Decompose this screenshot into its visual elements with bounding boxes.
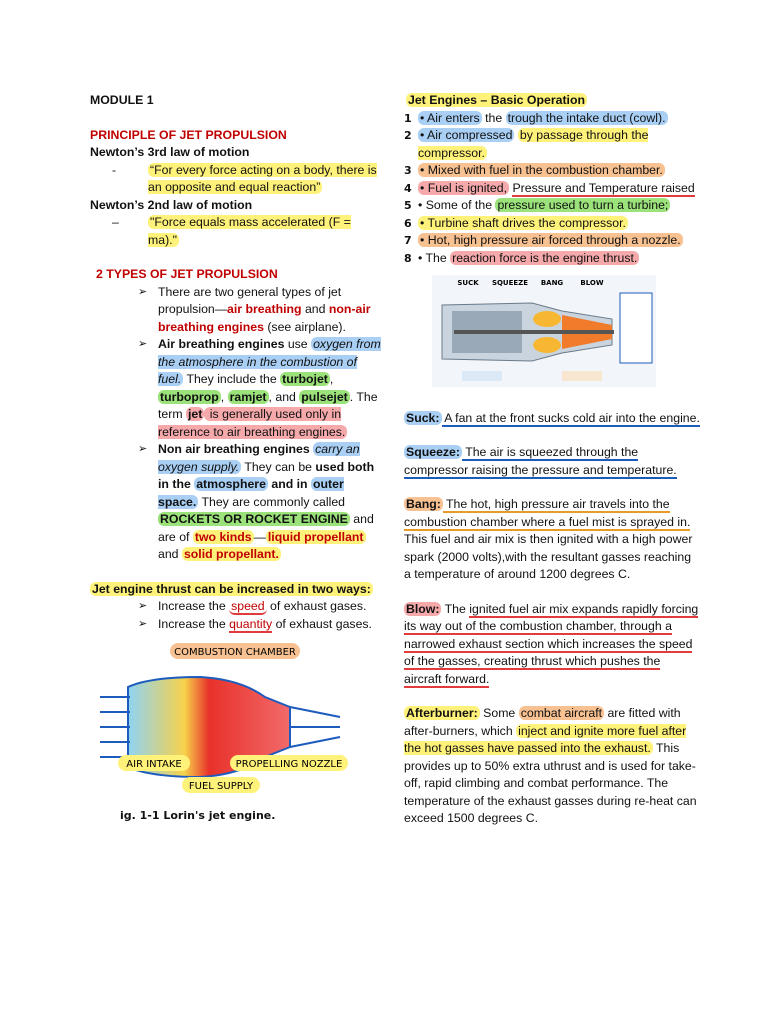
lorin-engine-diagram — [90, 637, 350, 807]
text: and — [301, 302, 329, 316]
text-bold: used both in the — [158, 459, 375, 491]
step-number: 5 — [404, 199, 412, 212]
text: Some — [479, 706, 519, 720]
dash-marker: – — [112, 215, 119, 229]
text: Increase the — [158, 616, 230, 631]
afterburner-label: Afterburner: — [406, 706, 478, 720]
diagram-label-blow: BLOW — [580, 279, 604, 287]
newton2-item — [90, 214, 382, 249]
bang-text: The hot, high pressure air travels into the combustion chamber where a fuel mist is sprayed in. — [404, 497, 691, 529]
bullet-text — [158, 336, 382, 441]
text-highlight: combat aircraft — [520, 706, 603, 720]
step-number: 8 — [404, 251, 412, 265]
arrow-bullet-icon: ➢ — [138, 285, 148, 298]
text-highlight: two kinds — [194, 529, 252, 544]
step-text: the — [481, 110, 506, 125]
step-number: 7 — [404, 234, 412, 247]
diagram-label-squeeze: SQUEEZE — [491, 279, 529, 287]
suck-text: A fan at the front sucks cold air into the engine. — [441, 410, 700, 425]
text: This provides up to 50% extra uthrust and is used for take-off, rapid climbing and combat performance. The temperature of the exhaust gasses during re-heat can exceed 1500 degrees C. — [404, 741, 697, 825]
step-text-hl2: Pressure and Temperature raised — [512, 180, 695, 195]
principle-title: PRINCIPLE OF JET PROPULSION — [90, 127, 287, 142]
newton3-title: Newton’s 3rd law of motion — [90, 145, 250, 159]
arrow-bullet-icon: ➢ — [138, 617, 148, 630]
squeeze-text: The air is squeezed through the compressor raising the pressure and temperature. — [404, 445, 677, 477]
step-text: • The — [418, 250, 451, 265]
figure-caption: ig. 1-1 Lorin's jet engine. — [120, 809, 276, 822]
text-red: air breathing — [227, 302, 302, 316]
step-number: 1 — [404, 111, 412, 125]
bullet-speed — [138, 598, 382, 616]
thrust-title: Jet engine thrust can be increased in two ways: — [92, 581, 371, 596]
diagram-label-bang: BANG — [540, 279, 564, 287]
step-text-hl: • Fuel is ignited, — [420, 180, 508, 195]
newton2-quote-text: "Force equals mass accelerated (F = ma)." — [148, 215, 351, 247]
step-text: • Some of the — [418, 198, 496, 212]
basic-operation-title: Jet Engines – Basic Operation — [408, 93, 585, 107]
afterburner-paragraph — [404, 705, 700, 828]
blow-text-underlined: ignited fuel air mix expands rapidly forcing its way out of the combustion chamber, through a narrowed exhaust section which increases the speed of the gasses, creating thrust which pushes the aircraft forward. — [404, 601, 699, 686]
step-8 — [404, 250, 700, 268]
bullet-text — [158, 616, 372, 634]
text: They can be — [241, 459, 316, 474]
blow-label: Blow: — [406, 601, 440, 616]
step-2 — [404, 127, 700, 162]
text: , — [329, 372, 334, 386]
fig-label-fuel: FUEL SUPPLY — [188, 781, 254, 792]
text: , — [220, 389, 228, 404]
text: are fitted with after-burners, which — [404, 706, 681, 738]
newton3-item — [90, 162, 382, 197]
step-1 — [404, 110, 700, 128]
arrow-bullet-icon: ➢ — [138, 338, 148, 350]
step-5 — [404, 197, 700, 215]
bang-paragraph-2: This fuel and air mix is then ignited with a high power spark (2000 volts),with the resultant gasses reaching a temperature of around 1200 degrees C. — [404, 532, 693, 581]
step-text-hl2: reaction force is the engine thrust. — [452, 250, 638, 265]
text-highlight: inject and ignite more fuel after the hot gasses have passed into the exhaust. — [404, 723, 687, 755]
text: of exhaust gases. — [272, 616, 372, 631]
text: use — [284, 337, 312, 351]
text: and are of — [158, 512, 374, 544]
text-highlight: turboprop — [160, 389, 219, 404]
text-highlight: ramjet — [229, 389, 267, 404]
text-highlight: pulsejet — [301, 389, 348, 404]
text-highlight: quantity — [229, 616, 273, 631]
text-highlight: liquid propellant — [267, 529, 364, 544]
newton2-title: Newton’s 2nd law of motion — [90, 197, 253, 212]
step-number: 6 — [404, 216, 412, 230]
turbojet-cutaway-image — [432, 275, 656, 387]
newton3-quote-text: “For every force acting on a body, there is an opposite and equal reaction” — [148, 162, 377, 194]
text-highlight: jet — [188, 407, 203, 421]
step-text-hl: • Turbine shaft drives the compressor. — [420, 215, 626, 230]
bullet-text — [158, 284, 382, 337]
bullet-types — [138, 284, 382, 337]
text-highlight: ROCKETS OR ROCKET ENGINE — [160, 512, 348, 526]
arrow-bullet-icon: ➢ — [138, 600, 148, 612]
text: Increase the — [158, 599, 230, 613]
lorin-engine-figure — [90, 637, 382, 825]
text-highlight: solid propellant. — [183, 547, 279, 561]
step-text-hl: • Mixed with fuel in the combustion chamber. — [420, 163, 663, 177]
bullet-text — [158, 441, 382, 564]
text-highlight: oxygen from the atmosphere in the combustion of fuel. — [158, 337, 381, 386]
bang-paragraph — [404, 496, 700, 531]
module-title: MODULE 1 — [90, 93, 154, 107]
text-highlight: is generally used only in reference to air breathing engines. — [158, 407, 346, 439]
step-text-hl: • Air compressed — [420, 128, 513, 142]
text-bold: and in — [267, 477, 311, 491]
newton3-quote — [148, 162, 382, 197]
text: There are two general types of jet propulsion— — [158, 284, 342, 316]
text-highlight: atmosphere — [196, 477, 266, 491]
text: , and — [268, 389, 300, 404]
suck-label: Suck: — [406, 410, 440, 425]
step-number: 2 — [404, 129, 412, 142]
step-number: 4 — [404, 181, 412, 195]
text-highlight: carry an oxygen supply. — [158, 442, 360, 474]
step-text-hl2: pressure used to turn a turbine; — [497, 198, 669, 212]
text: and — [158, 547, 182, 561]
right-column — [404, 92, 700, 828]
fig-label-intake: AIR INTAKE — [126, 759, 182, 770]
suck-paragraph — [404, 410, 700, 428]
squeeze-paragraph — [404, 444, 700, 479]
text-highlight: speed — [231, 599, 265, 613]
text: . The term — [158, 389, 378, 421]
bullet-quantity — [138, 616, 382, 634]
step-3 — [404, 162, 700, 180]
bullet-text — [158, 598, 366, 616]
text: They are commonly called — [198, 494, 346, 509]
turbojet-diagram — [432, 275, 700, 393]
text: of exhaust gases. — [266, 599, 367, 613]
step-text-hl2: by passage through the compressor. — [418, 128, 649, 160]
text-red: non-air breathing engines — [158, 302, 371, 334]
blow-paragraph — [404, 601, 700, 689]
bullet-air-breathing — [138, 336, 382, 441]
dash-marker: - — [112, 162, 117, 177]
text: They include the — [183, 372, 281, 386]
squeeze-label: Squeeze: — [406, 445, 460, 459]
fig-label-combustion: COMBUSTION CHAMBER — [174, 647, 296, 658]
text: — — [253, 529, 266, 544]
text-bold: Non air breathing engines — [158, 442, 310, 456]
newton2-quote — [148, 214, 382, 249]
text-highlight: turbojet — [282, 372, 328, 386]
bang-label: Bang: — [406, 497, 441, 511]
fig-label-nozzle: PROPELLING NOZZLE — [235, 759, 343, 770]
step-text-hl2: trough the intake duct (cowl). — [507, 110, 666, 125]
arrow-bullet-icon: ➢ — [138, 443, 148, 455]
step-text-hl: • Hot, high pressure air forced through a nozzle. — [420, 233, 681, 247]
text: (see airplane). — [263, 319, 346, 334]
text-bold: Air breathing engines — [158, 337, 285, 351]
blow-text: The — [441, 601, 470, 616]
bullet-non-air — [138, 441, 382, 564]
diagram-label-suck: SUCK — [457, 279, 479, 287]
step-text-hl: • Air enters — [420, 110, 480, 125]
step-number: 3 — [404, 164, 412, 177]
text-highlight: outer space. — [158, 477, 344, 509]
step-7 — [404, 232, 700, 250]
left-column — [90, 92, 382, 825]
step-4 — [404, 180, 700, 198]
types-title: 2 TYPES OF JET PROPULSION — [96, 267, 278, 281]
step-6 — [404, 215, 700, 233]
